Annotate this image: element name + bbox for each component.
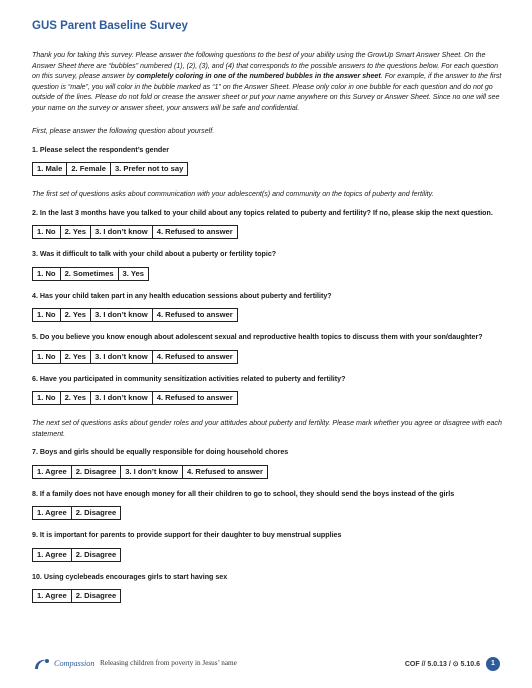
question-item: [32, 489, 502, 531]
answer-option: 3. Prefer not to say: [114, 164, 184, 173]
question-text: [32, 489, 502, 500]
question-number: 9.: [32, 531, 38, 539]
answer-option: 4. Refused to answer: [156, 310, 233, 319]
answer-option: 3. I don’t know: [91, 309, 153, 321]
answer-option: 3. I don’t know: [121, 466, 183, 478]
answer-option: 1. No: [33, 309, 61, 321]
intro-part1: Thank you for taking this survey. Please answer the following questions to the best of your ability using the GrowUp Smart Answer Sheet. On the Answer Sheet there are “bubbles” numbered (1), (2), (3), and (4) that corresponds to the possible answers to the questions below. For each question on this survey, please answer by: [32, 51, 499, 80]
note-gender-roles: The next set of questions asks about gender roles and your attitudes about puberty and fertility. Please mark whether you agree or disagree with each statement.: [32, 419, 502, 438]
answer-options: [32, 225, 238, 239]
answer-options: [32, 391, 238, 405]
question-text: [32, 145, 502, 156]
answer-option: 3. I don’t know: [91, 392, 153, 404]
answer-option: 1. Agree: [33, 590, 72, 602]
page-footer: [32, 654, 502, 678]
brand-tagline: Releasing children from poverty in Jesus’ name: [100, 659, 237, 667]
answer-option: 4. Refused to answer: [156, 227, 233, 236]
question-label: In the last 3 months have you talked to your child about any topics related to puberty and fertility? If no, please skip the next question.: [39, 208, 493, 217]
question-number: 6.: [32, 374, 38, 383]
question-label: Was it difficult to talk with your child about a puberty or fertility topic?: [39, 250, 277, 258]
question-block-2-6: [32, 208, 502, 416]
answer-options: [32, 548, 121, 562]
question-text: [32, 332, 502, 343]
question-number: 10.: [32, 572, 42, 581]
answer-options: [32, 350, 238, 364]
question-number: 4.: [32, 291, 38, 300]
answer-option: 3. I don’t know: [91, 226, 153, 238]
question-item: [32, 572, 502, 614]
question-item: [32, 208, 502, 250]
answer-option: 2. Disagree: [72, 466, 122, 478]
answer-option: 1. Agree: [33, 466, 72, 478]
question-text: [32, 208, 502, 219]
question-label: Have you participated in community sensitization activities related to puberty and fertility?: [39, 374, 346, 383]
answer-option: 2. Disagree: [75, 549, 117, 559]
document-code: COF // 5.0.13 / ⊙ 5.10.6: [404, 661, 480, 668]
answer-option: 1. No: [33, 351, 61, 363]
question-label: It is important for parents to provide support for their daughter to buy menstrual supplies: [39, 531, 342, 539]
intro-paragraph: [32, 50, 502, 113]
answer-option: 2. Yes: [61, 226, 91, 238]
question-item: [32, 291, 502, 333]
answer-options: [32, 162, 188, 176]
note-communication: The first set of questions asks about communication with your adolescent(s) and community on the topics of puberty and fertility.: [32, 190, 434, 198]
question-label: Has your child taken part in any health education sessions about puberty and fertility?: [39, 291, 332, 300]
brand-name: Compassion: [54, 659, 95, 668]
answer-option: 2. Yes: [61, 392, 91, 404]
intro-part2: . For example, if the answer to the first question is “male”, you will color in the bubble marked as “1” on the Answer Sheet. Please only color in one bubble for each question and do not go outside of the lines. Please do not fold or crease the answer sheet or put your name anywhere on this Survey or Answer Sheet. Since no one will see your name on the survey or answer sheet, your answers will be safe and confidential.: [32, 72, 502, 112]
question-item: [32, 145, 502, 187]
answer-option: 1. No: [33, 268, 61, 280]
answer-options: [32, 506, 121, 520]
answer-option: 1. Male: [33, 163, 67, 175]
page-number-badge: 1: [486, 657, 500, 671]
question-text: [32, 291, 502, 302]
answer-option: 2. Disagree: [75, 591, 117, 600]
question-label: Do you believe you know enough about adolescent sexual and reproductive health topics to discuss them with your son/daughter?: [39, 333, 483, 341]
question-text: [32, 530, 502, 541]
question-item: [32, 530, 502, 572]
question-item: [32, 374, 502, 416]
page-title: GUS Parent Baseline Survey: [32, 20, 188, 32]
answer-option: 3. I don’t know: [91, 351, 153, 363]
answer-options: [32, 465, 268, 479]
question-item: [32, 249, 502, 291]
answer-option: 2. Sometimes: [61, 268, 119, 280]
question-text: [32, 447, 502, 458]
answer-options: [32, 308, 238, 322]
question-text: [32, 249, 502, 260]
question-label: Boys and girls should be equally responsible for doing household chores: [39, 448, 289, 456]
question-number: 2.: [32, 208, 38, 217]
question-number: 1.: [32, 145, 38, 154]
question-number: 3.: [32, 250, 38, 258]
answer-option: 4. Refused to answer: [156, 393, 233, 402]
answer-option: 3. Yes: [122, 268, 144, 278]
intro-bold: completely coloring in one of the numbered bubbles in the answer sheet: [136, 72, 381, 80]
question-label: Please select the respondent’s gender: [39, 145, 169, 154]
question-number: 5.: [32, 333, 38, 341]
question-block-1: [32, 145, 502, 187]
answer-option: 2. Yes: [61, 309, 91, 321]
question-label: If a family does not have enough money for all their children to go to school, they should send the boys instead of the girls: [39, 489, 455, 498]
answer-option: 1. No: [33, 392, 61, 404]
answer-option: 2. Yes: [61, 351, 91, 363]
question-label: Using cyclebeads encourages girls to start having sex: [43, 572, 228, 581]
answer-option: 2. Disagree: [75, 508, 117, 517]
question-text: [32, 374, 502, 385]
answer-options: [32, 267, 149, 281]
answer-option: 4. Refused to answer: [186, 466, 263, 476]
survey-page: [32, 20, 502, 613]
compassion-logo-icon: [32, 657, 54, 671]
answer-option: 4. Refused to answer: [156, 351, 233, 361]
question-number: 7.: [32, 448, 38, 456]
question-item: [32, 447, 502, 489]
answer-option: 1. Agree: [33, 549, 72, 561]
answer-option: 1. No: [33, 226, 61, 238]
answer-options: [32, 589, 121, 603]
note-about-yourself: First, please answer the following question about yourself.: [32, 127, 215, 135]
answer-option: 2. Female: [67, 163, 111, 175]
answer-option: 1. Agree: [33, 507, 72, 519]
question-block-7-10: [32, 447, 502, 613]
question-number: 8.: [32, 489, 38, 498]
question-text: [32, 572, 502, 583]
question-item: [32, 332, 502, 374]
